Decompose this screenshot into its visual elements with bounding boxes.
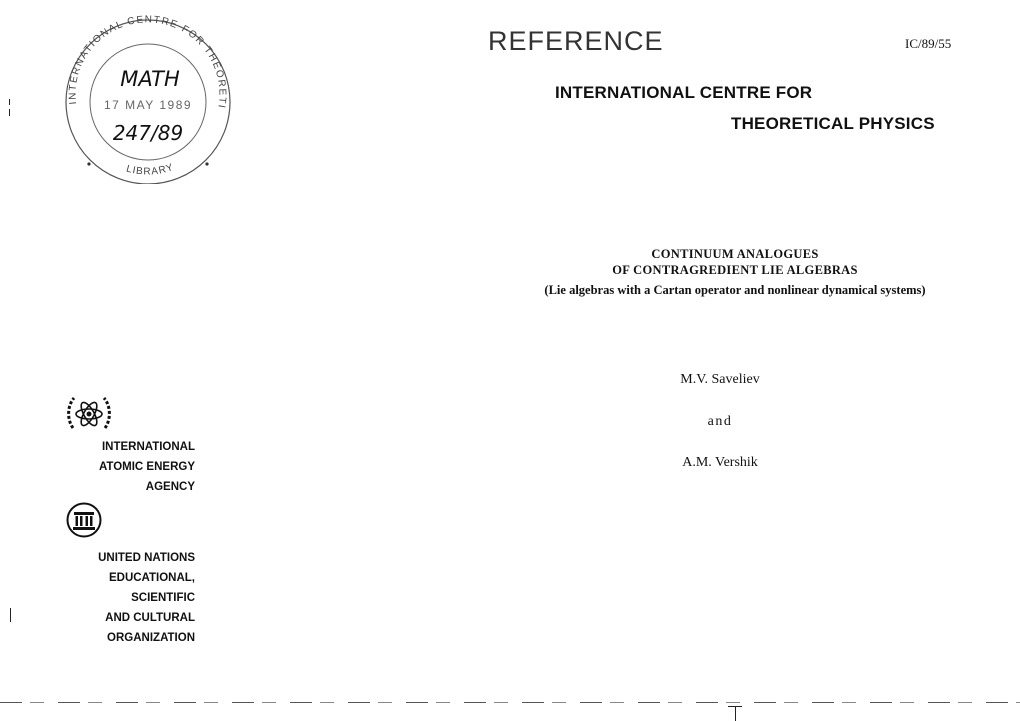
stamp-handwritten-number: 247/89 <box>112 121 184 145</box>
scan-mark <box>9 99 10 105</box>
author-2: A.M. Vershik <box>682 455 758 470</box>
paper-title-line1: CONTINUUM ANALOGUES <box>651 247 819 261</box>
unesco-line: AND CULTURAL <box>105 612 195 624</box>
centre-name-line1: INTERNATIONAL CENTRE FOR <box>555 83 813 102</box>
unesco-line: EDUCATIONAL, <box>108 572 195 584</box>
author-conjunction: and <box>707 414 733 429</box>
iaea-logo-icon <box>65 392 113 436</box>
unesco-line: SCIENTIFIC <box>131 592 195 604</box>
reference-stamp-word: REFERENCE <box>488 26 664 56</box>
stamp-date: 17 MAY 1989 <box>103 98 193 112</box>
scan-mark <box>735 706 736 721</box>
author-1: M.V. Saveliev <box>680 372 760 387</box>
library-stamp <box>55 14 240 184</box>
unesco-line: ORGANIZATION <box>107 632 195 644</box>
scan-mark <box>10 608 11 622</box>
unesco-temple-icon <box>66 502 102 538</box>
svg-text:LIBRARY <box>125 162 175 178</box>
iaea-line: ATOMIC ENERGY <box>98 461 195 473</box>
paper-subtitle: (Lie algebras with a Cartan operator and nonlinear dynamical systems) <box>544 283 926 297</box>
scan-mark <box>728 706 742 707</box>
centre-name-line2: THEORETICAL PHYSICS <box>731 114 935 133</box>
page-bottom-rule <box>0 702 1020 703</box>
iaea-name <box>40 437 195 497</box>
paper-title-block <box>470 246 1000 299</box>
iaea-line: AGENCY <box>145 481 195 493</box>
svg-text:INTERNATIONAL CENTRE FOR THEOR <box>55 14 228 110</box>
stamp-ring-text-bottom: LIBRARY <box>124 161 176 178</box>
iaea-line: INTERNATIONAL <box>101 441 195 453</box>
report-number: IC/89/55 <box>905 36 952 51</box>
unesco-name <box>40 548 195 648</box>
stamp-handwritten-dept: MATH <box>120 67 180 91</box>
stamp-graphic <box>55 14 240 184</box>
scan-mark <box>9 109 10 116</box>
unesco-line: UNITED NATIONS <box>98 552 195 564</box>
paper-title-line2: OF CONTRAGREDIENT LIE ALGEBRAS <box>612 263 858 277</box>
stamp-ring-text-top: INTERNATIONAL CENTRE FOR THEORETI <box>67 14 228 110</box>
